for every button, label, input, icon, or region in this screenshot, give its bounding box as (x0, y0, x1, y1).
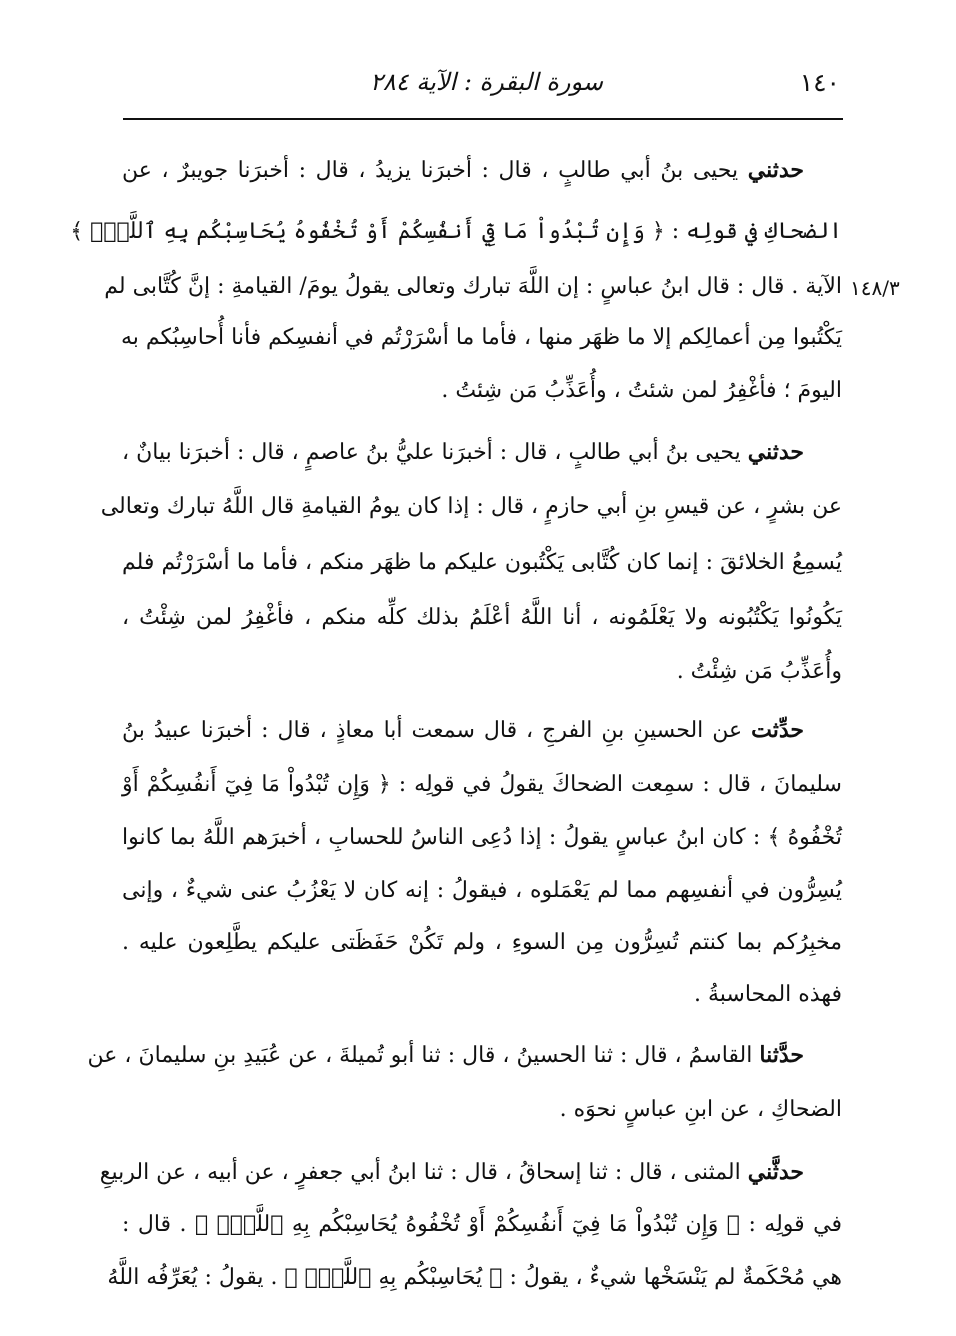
line-text: مخبِرُكم بما كنتم تُسِرُّون مِن السوءِ ، ولم تَكُنْ حَفَظَتى عليكم يطَّلِعون عليه . (122, 930, 842, 955)
line-text: عن الحسينِ بنِ الفرجِ ، قال سمعت أبا معاذٍ ، قال : أخبرَنا عبيدُ بنُ (122, 718, 743, 743)
text-line (122, 150, 842, 190)
line-text: يُسِرُّون في أنفسِهم مما لم يَعْمَلوه ، فيقولُ : إنه كان لا يَعْزُبُ عنى شيءٌ ، وإنى (122, 878, 842, 903)
line-text: الضحاكِ ، عن ابنِ عباسٍ نحوَه . (559, 1097, 842, 1122)
line-text: الضحاكِ في قولِه : ﴿ وَإِن تُبْدُواْ مَا فِيٓ أَنفُسِكُمْ أَوْ تُخْفُوهُ يُحَاسِبْكُم بِهِ ٱللَّهُۖ ﴾ (70, 219, 842, 244)
text-line (122, 652, 842, 692)
line-text: يحيى بنُ أبي طالبٍ ، قال : أخبرَنا عليُّ بنُ عاصمٍ ، قال : أخبرَنا بيانٌ ، (122, 440, 741, 465)
text-line (122, 923, 842, 963)
line-text: يَكْتُبوا مِن أعمالِكم إلا ما ظهَر منها ، فأما ما أسْرَرْتُم في أنفسِكم فأنا أُحاسِبُكم به (120, 325, 842, 350)
line-text: عن بشرٍ ، عن قيسِ بنِ أبي حازمٍ ، قال : إذا كان يومُ القيامةِ قال اللَّهُ تبارك وتعالى (100, 494, 842, 519)
text-line (122, 975, 842, 1015)
text-line (122, 371, 842, 411)
line-text: الآية . قال : قال ابنُ عباسٍ : إن اللَّهَ تبارك وتعالى يقولُ يومَ/ القيامةِ : إنَّ كُتَّابى لم (104, 274, 842, 299)
line-text: سليمانَ ، قال : سمِعت الضحاكَ يقولُ في قولِه : ﴿ وَإِن تُبْدُواْ مَا فِيٓ أَنفُسِكُمْ أَوْ (122, 772, 842, 797)
text-line (99, 1152, 842, 1192)
text-line (122, 765, 842, 805)
line-lead: حدِّثت (751, 717, 804, 743)
text-line (100, 487, 842, 527)
line-lead: حدثني (747, 157, 804, 183)
text-line (122, 818, 842, 858)
text-line (122, 1090, 842, 1130)
text-line (122, 871, 842, 911)
line-text: هي مُحْكَمةٌ لم يَنْسَخْها شيءٌ ، يقولُ : ﴿ يُحَاسِبْكُم بِهِ ٱللَّهُۖ ﴾ . يقولُ : يُعَرِّفُه اللَّهُ (107, 1265, 842, 1290)
line-text: فهذه المحاسبةُ . (693, 982, 842, 1007)
text-line (122, 1205, 842, 1245)
line-lead: حدثَّني (747, 1159, 804, 1185)
text-line (107, 1258, 842, 1298)
text-line (87, 1035, 842, 1075)
line-text: يحيى بنُ أبي طالبٍ ، قال : أخبرَنا يزيدُ ، قال : أخبرَنا جويبرٌ ، عن (122, 158, 739, 183)
margin-reference: ١٤٨/٣ (850, 276, 900, 300)
line-text: اليومَ ؛ فأغْفِرُ لمن شئتُ ، وأُعَذِّبُ مَن شِئتُ . (441, 378, 842, 403)
text-line (122, 432, 842, 472)
text-line (122, 318, 842, 358)
header-rule (123, 118, 843, 120)
text-line (122, 598, 842, 638)
page-number: ١٤٠ (799, 68, 840, 97)
line-text: يَكُونُوا يَكْتُبُونه ولا يَعْلَمُونه ، أنا اللَّهُ أعْلَمُ بذلك كلِّه منكم ، فأغْفِرُ لمن شِئْتُ ، (122, 605, 842, 630)
text-line (122, 543, 842, 583)
line-lead: حدَّثنا (759, 1042, 804, 1068)
line-text: القاسمُ ، قال : ثنا الحسينُ ، قال : ثنا أبو تُميلةَ ، عن عُبَيدِ بنِ سليمانَ ، عن (87, 1043, 753, 1068)
line-text: تُخْفُوهُ ﴾ : كان ابنُ عباسٍ يقولُ : إذا دُعِى الناسُ للحسابِ ، أخبرَهم اللَّهُ بما كانوا (122, 825, 842, 850)
text-line (70, 212, 842, 252)
line-text: يُسمِعُ الخلائقَ : إنما كان كُتَّابى يَكْتُبون عليكم ما ظهَر منكم ، فأما ما أسْرَرْتُم فلم (122, 550, 842, 575)
text-line (122, 710, 842, 750)
page-header (120, 68, 840, 108)
text-line (104, 267, 842, 307)
running-title: سورة البقرة : الآية ٢٨٤ (370, 68, 604, 96)
line-text: في قولِه : ﴿ وَإِن تُبْدُواْ مَا فِيٓ أَنفُسِكُمْ أَوْ تُخْفُوهُ يُحَاسِبْكُم بِهِ ٱللَّهُۖ ﴾ . قال : (122, 1212, 842, 1237)
line-text: المثنى ، قال : ثنا إسحاقُ ، قال : ثنا ابنُ أبي جعفرٍ ، عن أبيه ، عن الربيعِ (99, 1160, 741, 1185)
line-text: وأُعَذِّبُ مَن شِئْتُ . (676, 659, 842, 684)
line-lead: حدثني (747, 439, 804, 465)
